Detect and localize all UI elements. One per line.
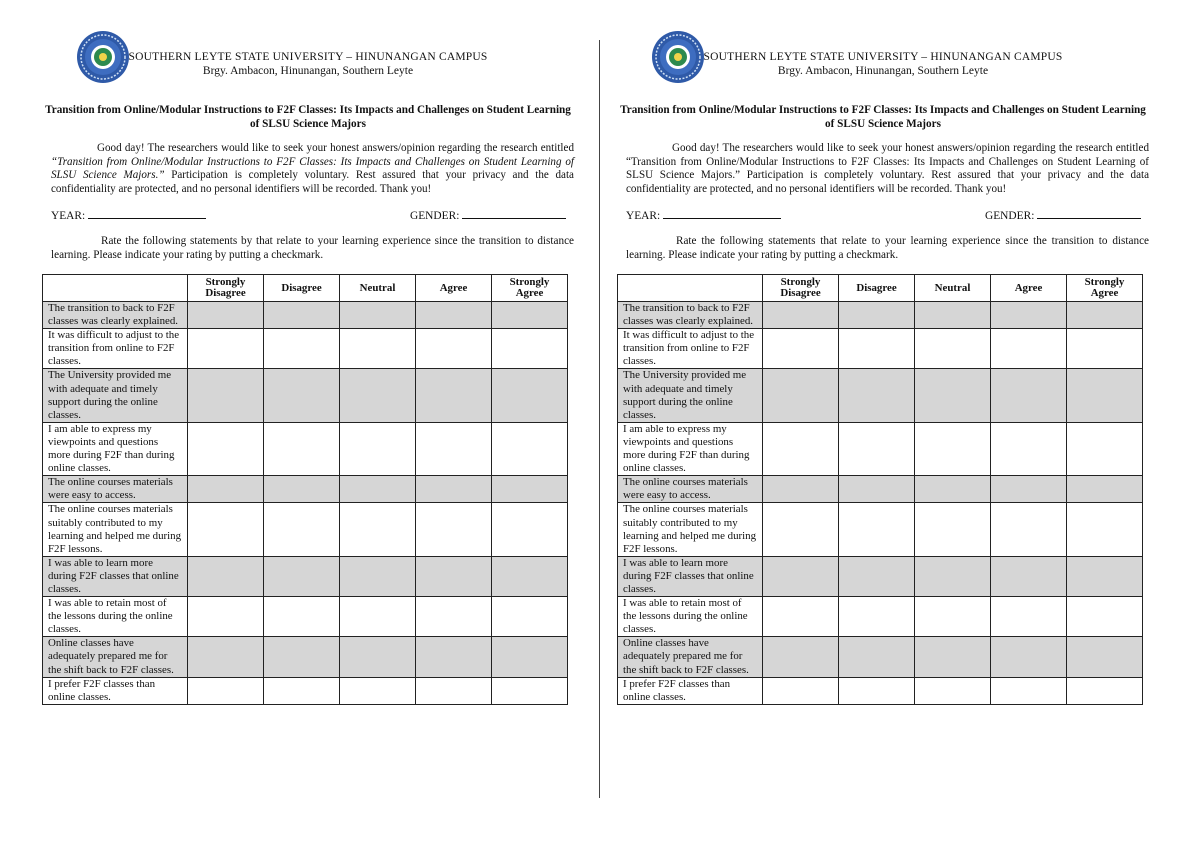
column-header xyxy=(43,275,188,302)
rating-cell[interactable] xyxy=(188,369,264,422)
rating-table xyxy=(617,274,1143,705)
rating-cell[interactable] xyxy=(915,677,991,704)
rating-cell[interactable] xyxy=(264,597,340,637)
column-header: Disagree xyxy=(264,275,340,302)
gender-blank[interactable] xyxy=(462,208,566,219)
rating-cell[interactable] xyxy=(763,476,839,503)
table-row xyxy=(43,503,568,556)
rating-cell[interactable] xyxy=(1067,677,1143,704)
table-row xyxy=(618,476,1143,503)
rating-cell[interactable] xyxy=(340,597,416,637)
statement-cell: The University provided me with adequate and timely support during the online classes. xyxy=(43,369,188,422)
page-divider xyxy=(599,40,600,798)
table-row xyxy=(43,329,568,369)
table-header-row xyxy=(43,275,568,302)
rating-cell[interactable] xyxy=(340,637,416,677)
rating-cell[interactable] xyxy=(416,597,492,637)
rating-cell[interactable] xyxy=(492,476,568,503)
statement-cell: The University provided me with adequate and timely support during the online classes. xyxy=(618,369,763,422)
rating-cell[interactable] xyxy=(839,422,915,475)
rating-cell[interactable] xyxy=(991,476,1067,503)
table-row xyxy=(43,422,568,475)
statement-cell: The online courses materials suitably contributed to my learning and helped me during F2F lessons. xyxy=(618,503,763,556)
statement-cell: I am able to express my viewpoints and questions more during F2F than during online classes. xyxy=(618,422,763,475)
rating-cell[interactable] xyxy=(1067,503,1143,556)
rating-cell[interactable] xyxy=(264,677,340,704)
rating-cell[interactable] xyxy=(991,329,1067,369)
rating-cell[interactable] xyxy=(188,302,264,329)
rating-cell[interactable] xyxy=(1067,597,1143,637)
rating-cell[interactable] xyxy=(915,329,991,369)
research-title-quote: “Transition from Online/Modular Instructions to F2F Classes: Its Impacts and Challenges on Student Learning of SLSU Science Majors.” xyxy=(51,155,574,182)
intro-text: Good day! The researchers would like to seek your honest answers/opinion regarding the research entitled xyxy=(97,142,574,154)
table-header-row xyxy=(618,275,1143,302)
rating-cell[interactable] xyxy=(839,556,915,596)
statement-cell: I was able to learn more during F2F classes that online classes. xyxy=(618,556,763,596)
rating-cell[interactable] xyxy=(839,677,915,704)
table-row xyxy=(618,329,1143,369)
rating-cell[interactable] xyxy=(340,422,416,475)
rating-cell[interactable] xyxy=(416,503,492,556)
rating-cell[interactable] xyxy=(915,503,991,556)
rating-cell[interactable] xyxy=(264,422,340,475)
rating-cell[interactable] xyxy=(340,677,416,704)
rating-cell[interactable] xyxy=(915,637,991,677)
rating-cell[interactable] xyxy=(763,637,839,677)
rating-cell[interactable] xyxy=(991,503,1067,556)
rating-instructions: Rate the following statements by that relate to your learning experience since the transition to distance learning. Please indicate your rating by putting a checkmark. xyxy=(51,235,574,261)
rating-cell[interactable] xyxy=(915,476,991,503)
university-name: SOUTHERN LEYTE STATE UNIVERSITY – HINUNANGAN CAMPUS xyxy=(128,51,488,63)
rating-cell[interactable] xyxy=(416,637,492,677)
rating-cell[interactable] xyxy=(492,369,568,422)
rating-cell[interactable] xyxy=(763,597,839,637)
statement-cell: The online courses materials were easy to access. xyxy=(618,476,763,503)
table-row xyxy=(618,597,1143,637)
intro-paragraph xyxy=(626,142,1149,196)
gender-field[interactable] xyxy=(985,208,1141,222)
rating-cell[interactable] xyxy=(340,369,416,422)
rating-cell[interactable] xyxy=(492,503,568,556)
rating-cell[interactable] xyxy=(264,329,340,369)
rating-cell[interactable] xyxy=(763,422,839,475)
rating-cell[interactable] xyxy=(763,329,839,369)
statement-cell: The transition to back to F2F classes was clearly explained. xyxy=(618,302,763,329)
rating-cell[interactable] xyxy=(1067,637,1143,677)
rating-cell[interactable] xyxy=(915,556,991,596)
table-row xyxy=(618,637,1143,677)
table-row xyxy=(618,677,1143,704)
university-name: SOUTHERN LEYTE STATE UNIVERSITY – HINUNANGAN CAMPUS xyxy=(703,51,1063,63)
column-header: Neutral xyxy=(340,275,416,302)
rating-cell[interactable] xyxy=(991,556,1067,596)
rating-cell[interactable] xyxy=(188,422,264,475)
statement-cell: The online courses materials suitably contributed to my learning and helped me during F2F lessons. xyxy=(43,503,188,556)
rating-cell[interactable] xyxy=(264,369,340,422)
statement-cell: I prefer F2F classes than online classes. xyxy=(618,677,763,704)
statement-cell: It was difficult to adjust to the transition from online to F2F classes. xyxy=(618,329,763,369)
column-header: Strongly Agree xyxy=(1067,275,1143,302)
rating-cell[interactable] xyxy=(991,597,1067,637)
rating-cell[interactable] xyxy=(763,369,839,422)
rating-cell[interactable] xyxy=(492,677,568,704)
questionnaire-page-right xyxy=(617,0,1149,703)
year-blank[interactable] xyxy=(88,208,206,219)
table-row xyxy=(618,422,1143,475)
rating-cell[interactable] xyxy=(991,302,1067,329)
year-blank[interactable] xyxy=(663,208,781,219)
table-row xyxy=(618,503,1143,556)
rating-cell[interactable] xyxy=(340,329,416,369)
rating-cell[interactable] xyxy=(340,503,416,556)
table-row xyxy=(43,369,568,422)
rating-cell[interactable] xyxy=(763,677,839,704)
rating-cell[interactable] xyxy=(763,503,839,556)
statement-cell: I was able to retain most of the lessons during the online classes. xyxy=(43,597,188,637)
university-address: Brgy. Ambacon, Hinunangan, Southern Leyte xyxy=(202,65,414,77)
year-field[interactable] xyxy=(626,208,781,222)
rating-cell[interactable] xyxy=(839,329,915,369)
rating-cell[interactable] xyxy=(340,556,416,596)
rating-cell[interactable] xyxy=(188,556,264,596)
rating-cell[interactable] xyxy=(416,422,492,475)
rating-cell[interactable] xyxy=(340,302,416,329)
rating-cell[interactable] xyxy=(416,369,492,422)
gender-field[interactable] xyxy=(410,208,566,222)
table-row xyxy=(43,597,568,637)
rating-cell[interactable] xyxy=(264,556,340,596)
table-row xyxy=(43,677,568,704)
rating-cell[interactable] xyxy=(416,302,492,329)
rating-cell[interactable] xyxy=(416,677,492,704)
gender-blank[interactable] xyxy=(1037,208,1141,219)
table-row xyxy=(43,302,568,329)
table-row xyxy=(618,302,1143,329)
rating-cell[interactable] xyxy=(264,503,340,556)
intro-text: Participation is completely voluntary. Rest assured that your privacy and the data confidentiality are protected, and no personal identifiers will be recorded. Thank you! xyxy=(51,169,574,195)
rating-cell[interactable] xyxy=(839,369,915,422)
survey-title: Transition from Online/Modular Instructions to F2F Classes: Its Impacts and Challenges on Student Learning of SLSU Science Majors xyxy=(45,104,571,130)
rating-cell[interactable] xyxy=(915,369,991,422)
rating-cell[interactable] xyxy=(492,556,568,596)
page-header xyxy=(42,0,574,100)
rating-cell[interactable] xyxy=(188,476,264,503)
rating-cell[interactable] xyxy=(492,422,568,475)
rating-instructions: Rate the following statements that relate to your learning experience since the transition to distance learning. Please indicate your rating by putting a checkmark. xyxy=(626,235,1149,261)
rating-cell[interactable] xyxy=(991,637,1067,677)
column-header: Strongly Disagree xyxy=(763,275,839,302)
rating-cell[interactable] xyxy=(1067,369,1143,422)
university-address: Brgy. Ambacon, Hinunangan, Southern Leyte xyxy=(777,65,989,77)
rating-cell[interactable] xyxy=(416,329,492,369)
table-row xyxy=(43,476,568,503)
statement-cell: It was difficult to adjust to the transition from online to F2F classes. xyxy=(43,329,188,369)
rating-cell[interactable] xyxy=(492,637,568,677)
rating-cell[interactable] xyxy=(188,503,264,556)
table-row xyxy=(43,556,568,596)
gender-label: GENDER: xyxy=(410,210,460,222)
rating-table xyxy=(42,274,568,705)
statement-cell: The transition to back to F2F classes was clearly explained. xyxy=(43,302,188,329)
column-header: Neutral xyxy=(915,275,991,302)
rating-cell[interactable] xyxy=(915,422,991,475)
questionnaire-page-left xyxy=(42,0,574,703)
statement-cell: Online classes have adequately prepared me for the shift back to F2F classes. xyxy=(43,637,188,677)
research-title-quote: “Transition from Online/Modular Instructions to F2F Classes: Its Impacts and Challenges on Student Learning of SLSU Science Majors.” xyxy=(626,155,1149,182)
year-field[interactable] xyxy=(51,208,206,222)
column-header: Agree xyxy=(416,275,492,302)
page-header xyxy=(617,0,1149,100)
rating-cell[interactable] xyxy=(416,476,492,503)
rating-cell[interactable] xyxy=(492,597,568,637)
intro-paragraph xyxy=(51,142,574,196)
rating-cell[interactable] xyxy=(1067,302,1143,329)
rating-cell[interactable] xyxy=(1067,329,1143,369)
rating-cell[interactable] xyxy=(264,302,340,329)
rating-cell[interactable] xyxy=(915,302,991,329)
rating-cell[interactable] xyxy=(839,476,915,503)
table-row xyxy=(618,369,1143,422)
rating-cell[interactable] xyxy=(492,302,568,329)
rating-cell[interactable] xyxy=(188,597,264,637)
rating-cell[interactable] xyxy=(991,369,1067,422)
column-header: Strongly Agree xyxy=(492,275,568,302)
statement-cell: I was able to retain most of the lessons during the online classes. xyxy=(618,597,763,637)
rating-cell[interactable] xyxy=(763,302,839,329)
gender-label: GENDER: xyxy=(985,210,1035,222)
statement-cell: I was able to learn more during F2F classes that online classes. xyxy=(43,556,188,596)
rating-cell[interactable] xyxy=(1067,476,1143,503)
column-header: Disagree xyxy=(839,275,915,302)
survey-title: Transition from Online/Modular Instructions to F2F Classes: Its Impacts and Challenges on Student Learning of SLSU Science Majors xyxy=(620,104,1146,130)
intro-text: Good day! The researchers would like to seek your honest answers/opinion regarding the research entitled xyxy=(672,142,1149,154)
rating-cell[interactable] xyxy=(264,476,340,503)
statement-cell: The online courses materials were easy to access. xyxy=(43,476,188,503)
rating-cell[interactable] xyxy=(340,476,416,503)
rating-cell[interactable] xyxy=(1067,556,1143,596)
rating-cell[interactable] xyxy=(416,556,492,596)
rating-cell[interactable] xyxy=(1067,422,1143,475)
rating-cell[interactable] xyxy=(839,637,915,677)
rating-cell[interactable] xyxy=(839,597,915,637)
table-row xyxy=(43,637,568,677)
rating-cell[interactable] xyxy=(188,329,264,369)
statement-cell: Online classes have adequately prepared me for the shift back to F2F classes. xyxy=(618,637,763,677)
table-row xyxy=(618,556,1143,596)
column-header xyxy=(618,275,763,302)
column-header: Agree xyxy=(991,275,1067,302)
rating-cell[interactable] xyxy=(264,637,340,677)
year-label: YEAR: xyxy=(626,210,661,222)
rating-cell[interactable] xyxy=(991,677,1067,704)
intro-text: Participation is completely voluntary. Rest assured that your privacy and the data confidentiality are protected, and no personal identifiers will be recorded. Thank you! xyxy=(626,169,1149,195)
rating-cell[interactable] xyxy=(839,503,915,556)
column-header: Strongly Disagree xyxy=(188,275,264,302)
statement-cell: I prefer F2F classes than online classes. xyxy=(43,677,188,704)
year-label: YEAR: xyxy=(51,210,86,222)
rating-cell[interactable] xyxy=(839,302,915,329)
rating-cell[interactable] xyxy=(991,422,1067,475)
rating-cell[interactable] xyxy=(188,637,264,677)
rating-cell[interactable] xyxy=(915,597,991,637)
rating-cell[interactable] xyxy=(188,677,264,704)
rating-cell[interactable] xyxy=(763,556,839,596)
statement-cell: I am able to express my viewpoints and questions more during F2F than during online classes. xyxy=(43,422,188,475)
rating-cell[interactable] xyxy=(492,329,568,369)
